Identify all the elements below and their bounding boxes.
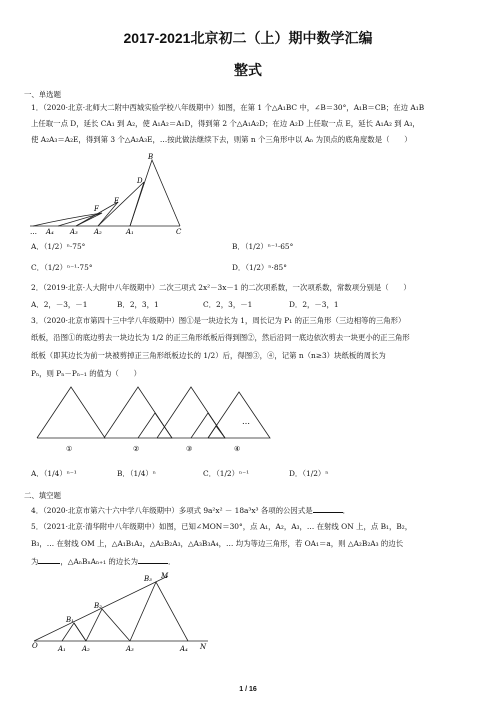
section-label-fill-in: 二、填空题 — [24, 491, 61, 500]
q2-option-a: A．2，－3，－1 — [31, 300, 88, 309]
label-a3: A₃ — [70, 228, 78, 236]
q5-prefix: 为 — [31, 557, 39, 566]
q1-option-c: C．（1/2）ⁿ⁻¹·75° — [31, 263, 93, 272]
q1-line-1: 1．（2020·北京·北师大二附中西城实验学校八年级期中）如图，在第 1 个△A₁BC 中，∠B＝30°，A₁B＝CB；在边 A₁B — [31, 103, 425, 112]
q5-end: ． — [167, 557, 176, 566]
q3-line-4: Pₙ，则 Pₙ－Pₙ₋₁ 的值为（ ） — [31, 369, 141, 378]
q3-line-3: 纸板（即其边长为前一块被剪掉正三角形纸板边长的 1/2）后，得图③，④，记第 n（n≥3）块纸板的周长为 — [31, 351, 386, 360]
label-e: E — [114, 197, 120, 205]
q3-option-a: A．（1/4）ⁿ⁻¹ — [31, 469, 77, 478]
q1-line-2: 上任取一点 D，延长 CA₁ 到 A₂，使 A₁A₂＝A₁D，得到第 2 个△A₁A₂D；在边 A₂D 上任取一点 E，延长 A₁A₂ 到 A₃， — [31, 119, 420, 128]
label-d: D — [137, 177, 143, 185]
label-dots: … — [30, 228, 37, 236]
q4-answer-blank — [313, 505, 343, 513]
q5-line-2: B₃，… 在射线 OM 上，△A₁B₁A₂，△A₂B₂A₃，△A₃B₃A₄，… 均为等边三角形，若 OA₁＝a，则 △A₂B₂A₃ 的边长 — [31, 539, 404, 548]
label-a4: A₄ — [180, 645, 188, 653]
circle-label-4: ④ — [234, 445, 241, 453]
label-a2: A₂ — [82, 645, 90, 653]
label-o: O — [32, 642, 38, 650]
page-number: 1 / 16 — [239, 686, 257, 693]
q1-line-3: 使 A₂A₃＝A₂E，得到第 3 个△A₂A₃E，…按此做法继续下去，则第 n 个三角形中以 Aₙ 为顶点的底角度数是（ ） — [31, 135, 412, 144]
circle-label-3: ③ — [186, 445, 193, 453]
q4-end: ． — [342, 506, 351, 515]
q4-prompt: 4．（2020·北京市第六十六中学八年级期中）多项式 9a²x² － 18a³x³ 各项的公因式是 — [31, 506, 313, 515]
label-b3: B₃ — [144, 575, 152, 583]
label-b: B — [148, 153, 154, 161]
label-m: M — [161, 572, 169, 580]
q2-option-b: B．2，3，1 — [117, 300, 159, 309]
q5-answer-blank-2 — [138, 556, 168, 564]
document-title: 2017-2021北京初二（上）期中数学汇编 — [123, 30, 373, 46]
q3-line-1: 3．（2020·北京市第四十三中学八年级期中）图①是一块边长为 1，周长记为 P₁ 的正三角形（三边相等的三角形） — [31, 316, 406, 325]
q5-line-3 — [31, 556, 175, 567]
label-a1: A₁ — [126, 228, 134, 236]
label-b2: B₂ — [94, 602, 102, 610]
q4-text — [31, 505, 350, 516]
q3-line-2: 纸板，沿图①的底边剪去一块边长为 1/2 的正三角形纸板后得到图②，然后沿同一底边依次剪去一块更小的正三角形 — [31, 333, 410, 342]
circle-label-1: ① — [66, 445, 73, 453]
q2-option-d: D．2，－3，1 — [289, 300, 339, 309]
q1-option-d: D．（1/2）ⁿ·85° — [232, 263, 287, 272]
figure-angle-triangles-q5 — [30, 568, 220, 658]
q5-answer-blank-1 — [38, 556, 60, 564]
q1-option-b: B．（1/2）ⁿ⁻¹·65° — [232, 242, 294, 251]
q3-option-c: C．（1/2）ⁿ⁻¹ — [203, 469, 250, 478]
label-a2: A₂ — [94, 228, 102, 236]
q5-line-1: 5．（2021·北京·清华附中八年级期中）如图，已知∠MON＝30°，点 A₁，A₂，A₃，… 在射线 ON 上，点 B₁，B₂， — [31, 522, 413, 531]
label-a3: A₃ — [126, 645, 134, 653]
label-b1: B₁ — [66, 616, 74, 624]
q2-text: 2．（2019·北京·人大附中八年级期中）二次三项式 2x²－3x－1 的二次项系数，一次项系数，常数项分别是（ ） — [31, 283, 411, 292]
q1-option-a: A．（1/2）ⁿ·75° — [31, 242, 86, 251]
q2-option-c: C．2，3，－1 — [203, 300, 253, 309]
q3-option-d: D．（1/2）ⁿ — [289, 469, 329, 478]
label-c: C — [176, 228, 182, 236]
document-subtitle: 整式 — [234, 62, 262, 78]
circle-label-2: ② — [133, 445, 140, 453]
figure-paper-triangles-q3 — [34, 384, 274, 454]
figure-dots: … — [242, 417, 250, 426]
q5-mid: ，△AₙBₙAₙ₊₁ 的边长为 — [60, 557, 138, 566]
q3-option-b: B．（1/4）ⁿ — [117, 469, 156, 478]
label-f: F — [94, 205, 99, 213]
label-n: N — [200, 643, 207, 651]
figure-triangles-q1 — [28, 150, 208, 236]
label-a4: A₄ — [46, 228, 54, 236]
section-label-single-choice: 一、单选题 — [24, 90, 61, 99]
label-a1: A₁ — [58, 645, 66, 653]
